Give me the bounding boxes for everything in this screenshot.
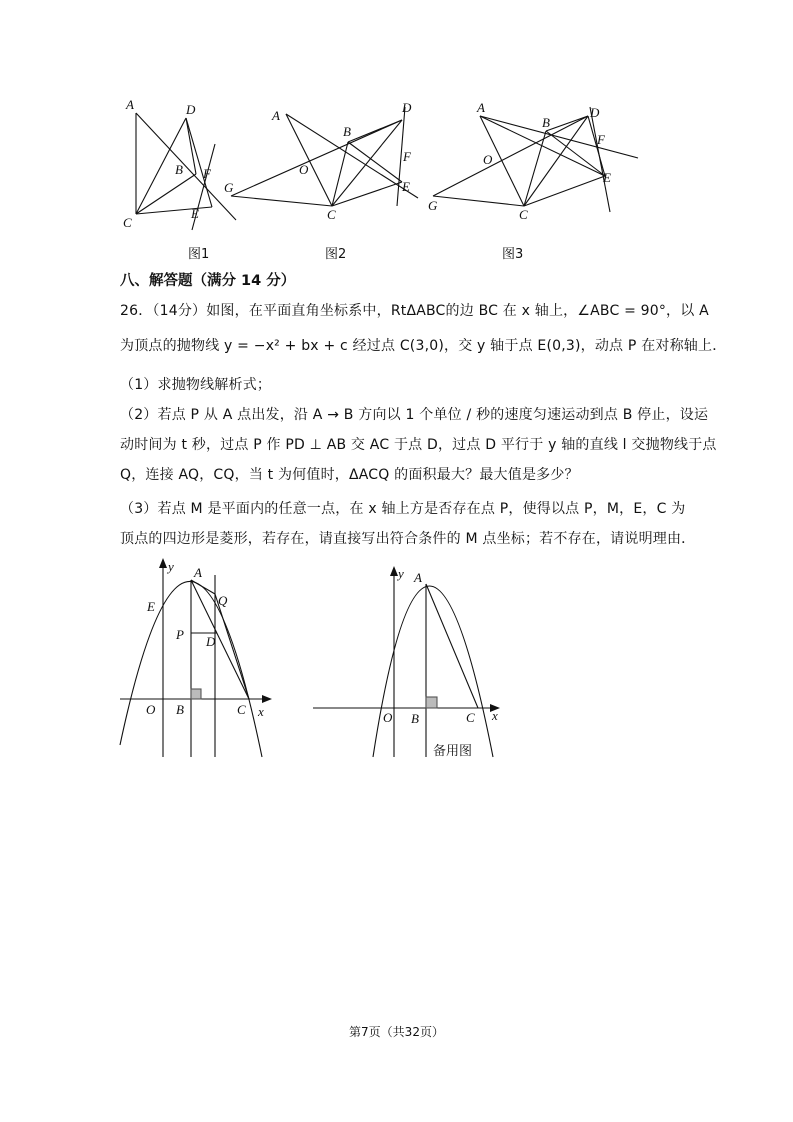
main-label-o: O [146,702,156,717]
fig1-label-f: F [203,166,211,181]
fig2-label-c: C [327,207,336,222]
problem-line-5: 动时间为 t 秒，过点 P 作 PD ⊥ AB 交 AC 于点 D，过点 D 平行于 y 轴的直线 l 交抛物线于点 [120,437,717,453]
fig2-label-d: D [402,100,412,115]
fig2-label-a: A [272,108,280,123]
fig3-label-f: F [597,132,605,147]
fig3-caption: 图3 [502,247,524,262]
fig1-label-c: C [123,215,132,230]
section-title: 八、解答题（满分 14 分） [120,273,296,289]
problem-line-6: Q，连接 AQ，CQ，当 t 为何值时，ΔACQ 的面积最大？最大值是多少？ [120,467,579,483]
main-label-e: E [147,599,155,614]
spare-label-y: y [398,566,404,581]
figure-3 [433,107,638,212]
main-label-q: Q [218,593,228,608]
fig1-label-b: B [175,162,183,177]
figure-2 [231,107,418,206]
problem-line-1: 26．（14分）如图，在平面直角坐标系中，RtΔABC的边 BC 在 x 轴上，∠ABC = 90°，以 A [120,303,709,319]
fig1-caption: 图1 [188,247,210,262]
fig1-label-a: A [126,97,134,112]
top-figures [0,90,793,240]
main-label-y: y [168,559,174,574]
fig3-label-e: E [603,170,611,185]
fig3-label-o: O [483,152,493,167]
problem-line-4: （2）若点 P 从 A 点出发，沿 A → B 方向以 1 个单位 / 秒的速度匀速运动到点 B 停止，设运 [120,407,709,423]
spare-label-x: x [492,708,498,723]
fig2-label-f: F [403,149,411,164]
fig1-label-d: D [186,102,196,117]
fig2-label-b: B [343,124,351,139]
page-footer: 第7页（共32页） [349,1025,444,1039]
fig2-label-e: E [402,179,410,194]
fig3-label-a: A [477,100,485,115]
spare-graph [313,566,500,757]
fig3-label-b: B [542,115,550,130]
fig2-label-g: G [224,180,234,195]
main-label-a: A [194,565,202,580]
problem-line-7: （3）若点 M 是平面内的任意一点，在 x 轴上方是否存在点 P，使得以点 P，M，E，C 为 [120,501,686,517]
fig3-label-d: D [590,105,600,120]
spare-label-b: B [411,711,419,726]
fig1-label-e: E [191,206,199,221]
spare-label-c: C [466,710,475,725]
main-label-d: D [206,634,216,649]
bottom-figures [0,555,793,765]
main-graph [120,558,272,757]
spare-label-a: A [414,570,422,585]
problem-line-3: （1）求抛物线解析式； [120,377,272,393]
fig3-label-c: C [519,207,528,222]
spare-label-o: O [383,710,393,725]
main-label-b: B [176,702,184,717]
figure-1 [136,113,236,230]
fig2-caption: 图2 [325,247,347,262]
main-label-p: P [176,627,184,642]
spare-figure-caption: 备用图 [433,744,473,759]
problem-line-2: 为顶点的抛物线 y = −x² + bx + c 经过点 C(3,0)，交 y 轴于点 E(0,3)，动点 P 在对称轴上． [120,338,727,354]
fig2-label-o: O [299,162,309,177]
main-label-c: C [237,702,246,717]
fig3-label-g: G [428,198,438,213]
problem-line-8: 顶点的四边形是菱形，若存在，请直接写出符合条件的 M 点坐标；若不存在，请说明理由． [120,531,696,547]
main-label-x: x [258,704,264,719]
